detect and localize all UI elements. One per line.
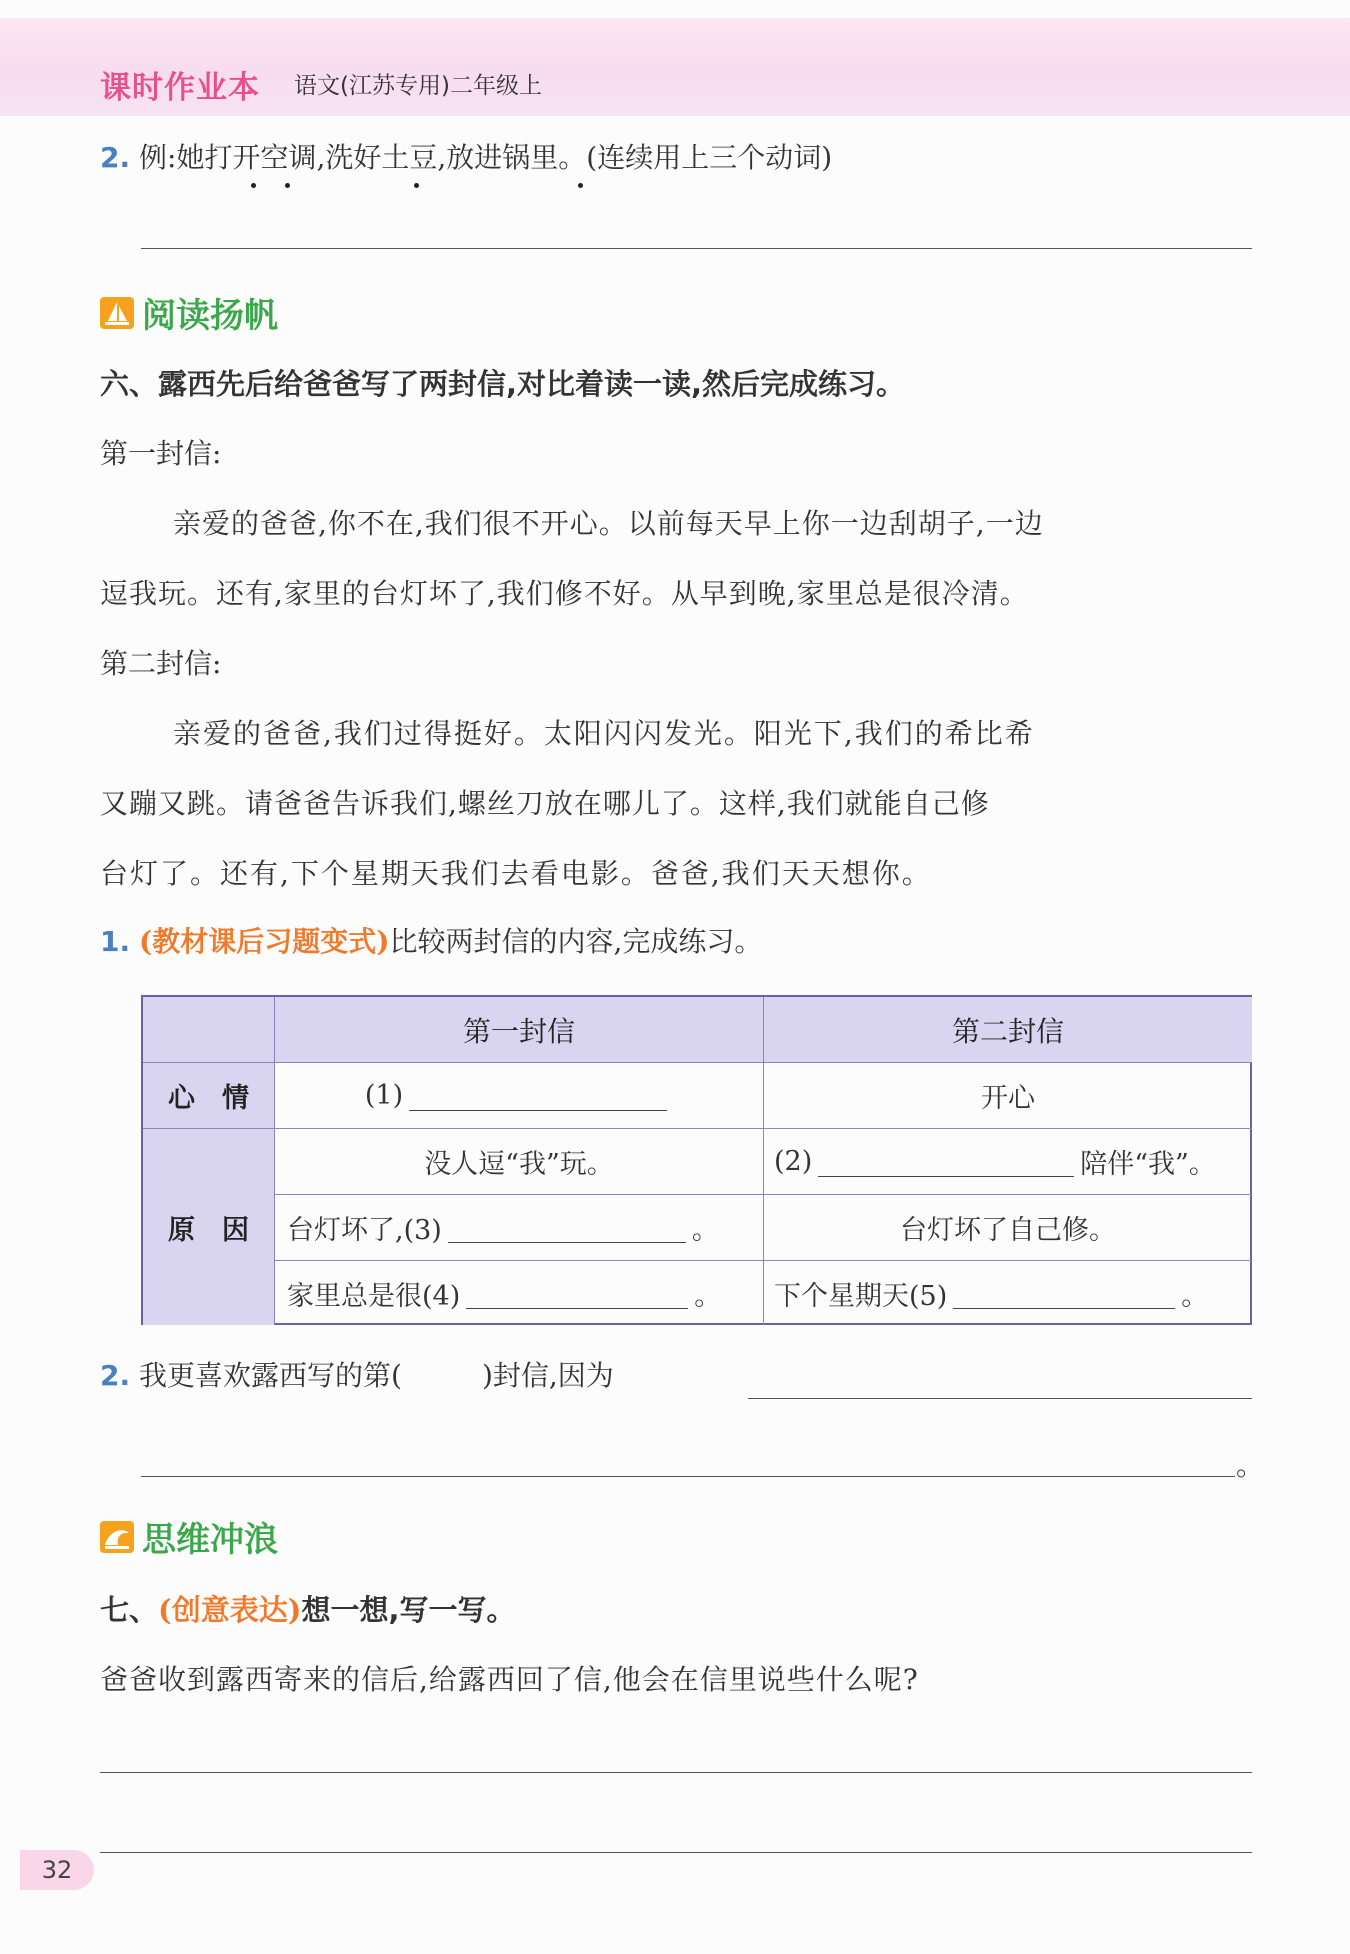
q7-text: 想一想,写一写。 bbox=[301, 1593, 516, 1627]
q6-1-text: 比较两封信的内容,完成练习。 bbox=[389, 925, 763, 958]
section-reading-title: 阅读扬帆 bbox=[142, 296, 278, 336]
reason3-letter2 bbox=[764, 1261, 1252, 1325]
wave-icon bbox=[100, 1521, 134, 1553]
q7-answer-line-1[interactable] bbox=[100, 1772, 1252, 1773]
emphasis-dot bbox=[578, 183, 583, 188]
q6-2-number: 2. bbox=[100, 1359, 131, 1392]
page-number: 32 bbox=[20, 1850, 94, 1890]
q2-top-number: 2. bbox=[100, 141, 131, 174]
blank-5-suffix: 。 bbox=[1181, 1280, 1209, 1312]
q6-title: 六、露西先后给爸爸写了两封信,对比着读一读,然后完成练习。 bbox=[100, 367, 906, 401]
q2-top-text: 例:她打开空调,洗好土豆,放进锅里。(连续用上三个动词) bbox=[139, 141, 833, 174]
q7-answer-line-2[interactable] bbox=[100, 1852, 1252, 1853]
letter1-label: 第一封信: bbox=[100, 437, 222, 470]
q7-prefix: 七、 bbox=[100, 1593, 159, 1627]
q6-2-text-a: 我更喜欢露西写的第( bbox=[139, 1359, 402, 1392]
blank-2[interactable] bbox=[818, 1146, 1074, 1177]
letter2-label: 第二封信: bbox=[100, 647, 222, 680]
row-header-mood: 心 情 bbox=[143, 1063, 275, 1129]
reason2-letter1 bbox=[275, 1195, 764, 1261]
emphasis-dot bbox=[251, 183, 256, 188]
q6-2-answer-line-1[interactable] bbox=[748, 1398, 1252, 1399]
blank-3-label: 台灯坏了,(3) bbox=[287, 1215, 442, 1246]
section-reading-header bbox=[100, 288, 278, 337]
blank-1[interactable] bbox=[409, 1080, 667, 1111]
book-subtitle: 语文(江苏专用)二年级上 bbox=[294, 73, 542, 99]
q7 bbox=[100, 1590, 516, 1630]
q6-1-tag: (教材课后习题变式) bbox=[139, 925, 390, 958]
reason1-letter1: 没人逗“我”玩。 bbox=[275, 1129, 764, 1195]
q7-prompt: 爸爸收到露西寄来的信后,给露西回了信,他会在信里说些什么呢? bbox=[100, 1663, 919, 1696]
letter1-line2: 逗我玩。还有,家里的台灯坏了,我们修不好。从早到晚,家里总是很冷清。 bbox=[100, 577, 1029, 610]
table-header-letter1: 第一封信 bbox=[275, 997, 764, 1063]
blank-4[interactable] bbox=[466, 1278, 688, 1309]
q6-1 bbox=[100, 922, 762, 962]
blank-5-label: 下个星期天(5) bbox=[774, 1280, 948, 1312]
letter2-line1: 亲爱的爸爸,我们过得挺好。太阳闪闪发光。阳光下,我们的希比希 bbox=[173, 717, 1035, 750]
reason2-letter2: 台灯坏了自己修。 bbox=[764, 1195, 1252, 1261]
q2-top bbox=[100, 138, 832, 178]
blank-1-label: (1) bbox=[364, 1080, 404, 1111]
blank-4-label: 家里总是很(4) bbox=[287, 1280, 461, 1312]
book-title: 课时作业本 bbox=[100, 70, 260, 106]
q6-2 bbox=[100, 1356, 614, 1396]
q2-answer-line[interactable] bbox=[141, 248, 1252, 249]
letter2-line3: 台灯了。还有,下个星期天我们去看电影。爸爸,我们天天想你。 bbox=[100, 857, 932, 890]
q6-2-answer-line-2[interactable] bbox=[141, 1476, 1235, 1477]
mood-letter2: 开心 bbox=[764, 1063, 1252, 1129]
q7-tag: (创意表达) bbox=[158, 1593, 302, 1627]
reason3-letter1 bbox=[275, 1261, 764, 1325]
sail-icon bbox=[100, 297, 134, 329]
row-header-reason: 原 因 bbox=[143, 1129, 275, 1325]
reason1-letter2 bbox=[764, 1129, 1252, 1195]
comparison-table bbox=[141, 995, 1252, 1325]
letter1-line1: 亲爱的爸爸,你不在,我们很不开心。以前每天早上你一边刮胡子,一边 bbox=[173, 507, 1044, 540]
blank-5[interactable] bbox=[953, 1278, 1175, 1309]
blank-2-label: (2) bbox=[774, 1146, 813, 1177]
q6-2-end: 。 bbox=[1236, 1449, 1265, 1482]
mood-letter1 bbox=[275, 1063, 764, 1129]
emphasis-dot bbox=[414, 183, 419, 188]
blank-3[interactable] bbox=[448, 1212, 686, 1243]
blank-2-suffix: 陪伴“我”。 bbox=[1080, 1149, 1216, 1180]
q6-2-text-b: )封信,因为 bbox=[481, 1359, 614, 1392]
section-thinking-header bbox=[100, 1512, 278, 1561]
table-corner bbox=[143, 997, 275, 1063]
emphasis-dot bbox=[285, 183, 290, 188]
section-thinking-title: 思维冲浪 bbox=[142, 1520, 278, 1560]
blank-4-suffix: 。 bbox=[694, 1280, 722, 1312]
q6-1-number: 1. bbox=[100, 925, 131, 958]
table-header-letter2: 第二封信 bbox=[764, 997, 1252, 1063]
letter2-line2: 又蹦又跳。请爸爸告诉我们,螺丝刀放在哪儿了。这样,我们就能自己修 bbox=[100, 787, 990, 820]
blank-3-suffix: 。 bbox=[691, 1215, 719, 1246]
